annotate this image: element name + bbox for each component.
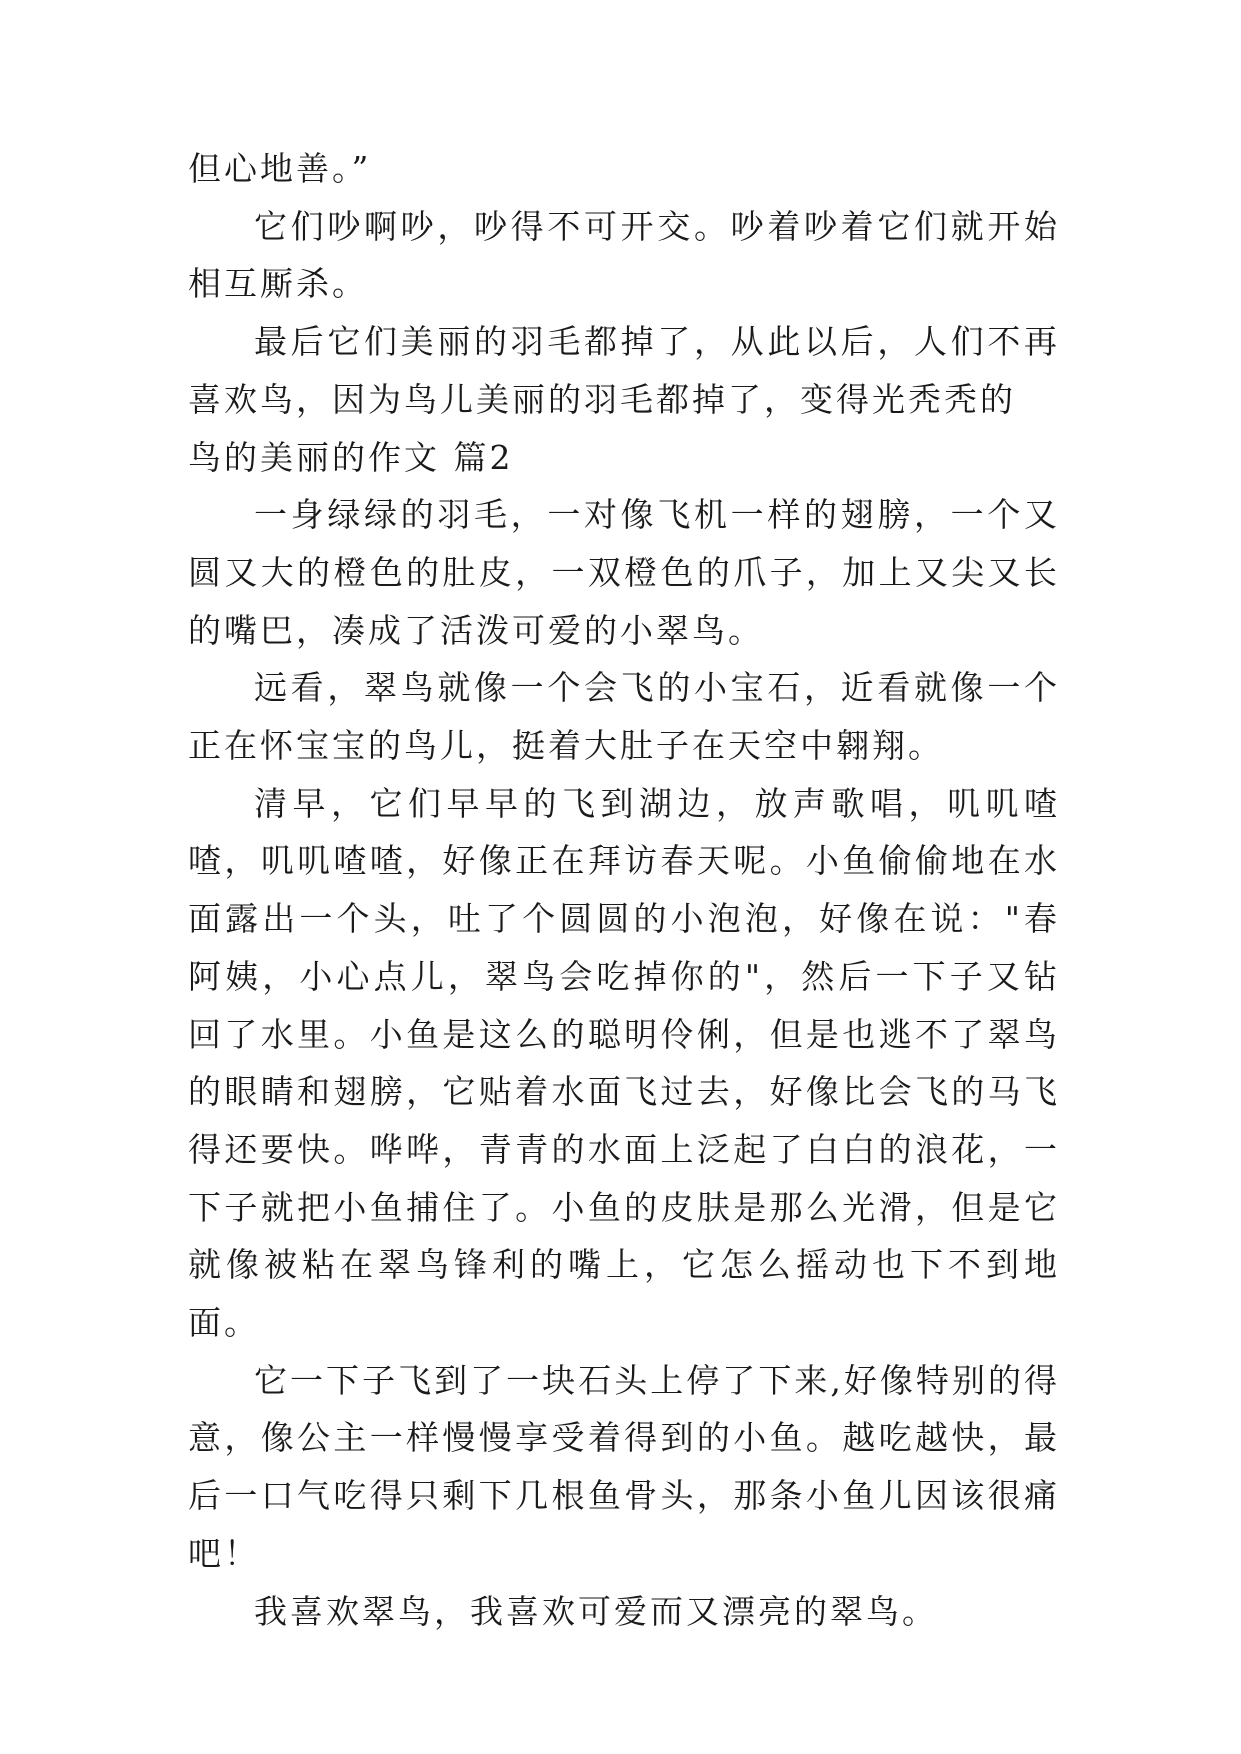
paragraph: 远看，翠鸟就像一个会飞的小宝石，近看就像一个正在怀宝宝的鸟儿，挺着大肚子在天空中翱翔。: [188, 668, 1060, 766]
paragraph: 它一下子飞到了一块石头上停了下来,好像特别的得意，像公主一样慢慢享受着得到的小鱼。越吃越快，最后一口气吃得只剩下几根鱼骨头，那条小鱼儿因该很痛吧！: [188, 1360, 1060, 1573]
paragraph: 一身绿绿的羽毛，一对像飞机一样的翅膀，一个又圆又大的橙色的肚皮，一双橙色的爪子，加上又尖又长的嘴巴，凑成了活泼可爱的小翠鸟。: [188, 495, 1060, 650]
paragraph: 它们吵啊吵，吵得不可开交。吵着吵着它们就开始相互厮杀。: [188, 206, 1060, 304]
paragraph: 我喜欢翠鸟，我喜欢可爱而又漂亮的翠鸟。: [254, 1591, 938, 1631]
paragraph-continuation: 但心地善。”: [188, 149, 372, 188]
paragraph: 清早，它们早早的飞到湖边，放声歌唱，叽叽喳喳，叽叽喳喳，好像正在拜访春天呢。小鱼偷偷地在水面露出一个头，吐了个圆圆的小泡泡，好像在说："春阿姨，小心点儿，翠鸟会吃掉你的"，然后一下子又钻回了水里。小鱼是这么的聪明伶俐，但是也逃不了翠鸟的眼睛和翅膀，它贴着水面飞过去，好像比会飞的马飞得还要快。哗哗，青青的水面上泛起了白白的浪花，一下子就把小鱼捕住了。小鱼的皮肤是那么光滑，但是它就像被粘在翠鸟锋利的嘴上，它怎么摇动也下不到地面。: [188, 783, 1060, 1343]
paragraph: 最后它们美丽的羽毛都掉了，从此以后，人们不再喜欢鸟，因为鸟儿美丽的羽毛都掉了，变得光秃秃的: [188, 322, 1060, 419]
section-heading: 鸟的美丽的作文 篇2: [188, 437, 514, 477]
document-body: [188, 140, 1060, 1640]
